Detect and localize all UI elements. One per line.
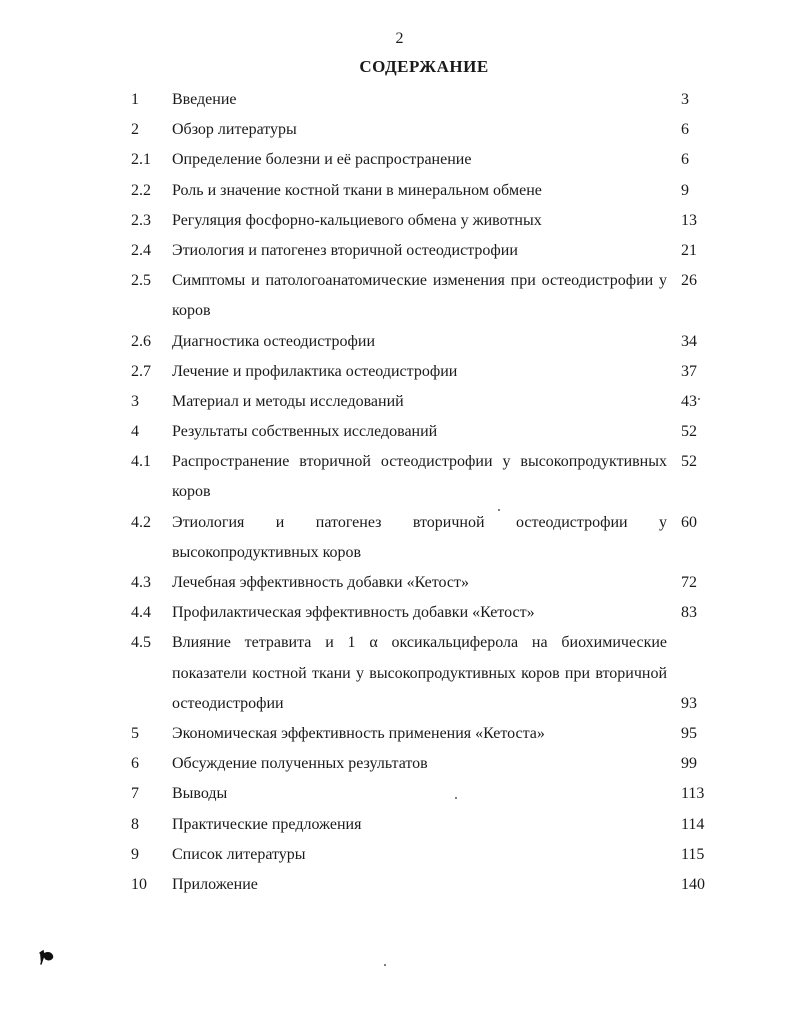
toc-entry-number: 8 — [131, 815, 139, 833]
toc-entry-page: 6 — [681, 151, 689, 169]
toc-entry-number: 9 — [131, 845, 139, 863]
toc-entry-page: 115 — [681, 845, 705, 863]
scan-speck — [498, 509, 500, 511]
toc-entry-number: 2.6 — [131, 332, 151, 350]
toc-entry-title: Экономическая эффективность применения «Кетоста» — [172, 725, 545, 743]
toc-entry-title: Обсуждение полученных результатов — [172, 755, 428, 773]
toc-entry-page: 37 — [681, 362, 697, 380]
toc-entry — [0, 568, 799, 598]
toc-entry-title: Определение болезни и её распространение — [172, 151, 472, 169]
toc-entry-page: 60 — [681, 513, 697, 531]
toc-entry-title: Приложение — [172, 875, 258, 893]
page-number: 2 — [395, 30, 404, 47]
toc-entry-number: 4.4 — [131, 604, 151, 622]
toc-entry — [0, 236, 799, 266]
scan-speck — [384, 964, 386, 966]
scan-speck — [455, 797, 457, 799]
toc-entry-number: 5 — [131, 725, 139, 743]
toc-entry-number: 7 — [131, 785, 139, 803]
toc-entry — [0, 779, 799, 809]
toc-entry — [0, 508, 799, 568]
page-title: СОДЕРЖАНИЕ — [359, 57, 489, 76]
toc-entry-page: 26 — [681, 272, 697, 290]
toc-entry — [0, 598, 799, 628]
toc-entry — [0, 206, 799, 236]
toc-entry-number: 3 — [131, 392, 139, 410]
toc-entry-title: Роль и значение костной ткани в минеральном обмене — [172, 181, 542, 199]
toc-entry — [0, 145, 799, 175]
toc-entry-title: Влияние тетравита и 1 α оксикальциферола на биохимические показатели костной ткани у высокопродуктивных коров при вторичной остеодистрофии — [172, 634, 667, 712]
toc-entry-title: Регуляция фосфорно-кальциевого обмена у животных — [172, 211, 542, 229]
toc-entry-page: 21 — [681, 241, 697, 259]
toc-entry-number: 2.2 — [131, 181, 151, 199]
toc-entry-number: 2.3 — [131, 211, 151, 229]
toc-entry — [0, 176, 799, 206]
toc-entry-title: Обзор литературы — [172, 121, 297, 139]
toc-entry — [0, 115, 799, 145]
toc-entry-title: Профилактическая эффективность добавки «Кетост» — [172, 604, 535, 622]
toc-entry-title: Лечебная эффективность добавки «Кетост» — [172, 574, 470, 592]
toc-entry-page: 13 — [681, 211, 697, 229]
toc-entry-number: 2.7 — [131, 362, 151, 380]
toc-entry-number: 4.5 — [131, 634, 151, 652]
toc-entry — [0, 357, 799, 387]
toc-entry-page: 140 — [681, 875, 705, 893]
toc-entry — [0, 870, 799, 900]
toc-entry — [0, 628, 799, 719]
toc-entry-page: 52 — [681, 453, 697, 471]
toc-entry — [0, 749, 799, 779]
toc-entry-number: 2.5 — [131, 272, 151, 290]
toc-entry — [0, 266, 799, 326]
toc-entry-page: 3 — [681, 91, 689, 108]
toc-entry-page: 99 — [681, 755, 697, 773]
toc-entry — [0, 810, 799, 840]
table-of-contents — [0, 85, 799, 900]
toc-entry-number: 4.3 — [131, 574, 151, 592]
toc-entry-title: Выводы — [172, 785, 228, 803]
toc-entry-page: 95 — [681, 725, 697, 743]
toc-entry-page: 93 — [681, 694, 697, 712]
toc-entry — [0, 417, 799, 447]
toc-entry-title: Распространение вторичной остеодистрофии у высокопродуктивных коров — [172, 453, 667, 501]
toc-entry — [0, 447, 799, 507]
toc-entry-page: 9 — [681, 181, 689, 199]
toc-entry-title: Лечение и профилактика остеодистрофии — [172, 362, 458, 380]
toc-entry-number: 2.1 — [131, 151, 151, 169]
toc-entry-title: Симптомы и патологоанатомические изменения при остеодистрофии у коров — [172, 272, 667, 320]
scan-speck — [698, 398, 700, 400]
toc-entry — [0, 719, 799, 749]
toc-entry — [0, 85, 799, 115]
toc-entry-title: Список литературы — [172, 845, 306, 863]
toc-entry-page: 43 — [681, 392, 697, 410]
toc-entry-title: Введение — [172, 91, 237, 108]
toc-entry-page: 72 — [681, 574, 697, 592]
toc-entry-number: 4.2 — [131, 513, 151, 531]
toc-entry-page: 52 — [681, 423, 697, 441]
toc-entry — [0, 387, 799, 417]
toc-entry-number: 2.4 — [131, 241, 151, 259]
toc-entry-number: 10 — [131, 875, 147, 893]
toc-entry-page: 113 — [681, 785, 705, 803]
toc-entry-number: 4.1 — [131, 453, 151, 471]
toc-entry-page: 83 — [681, 604, 697, 622]
toc-entry-number: 4 — [131, 423, 139, 441]
toc-entry-page: 6 — [681, 121, 689, 139]
toc-entry-page: 34 — [681, 332, 697, 350]
toc-entry-title: Результаты собственных исследований — [172, 423, 438, 441]
ink-mark-icon — [38, 949, 56, 965]
toc-entry-number: 6 — [131, 755, 139, 773]
toc-entry — [0, 327, 799, 357]
toc-entry-title: Материал и методы исследований — [172, 392, 404, 410]
toc-entry-number: 1 — [131, 91, 139, 108]
toc-entry-page: 114 — [681, 815, 705, 833]
toc-entry-title: Этиология и патогенез вторичной остеодистрофии у высокопродуктивных коров — [172, 513, 667, 561]
toc-entry-title: Диагностика остеодистрофии — [172, 332, 376, 350]
toc-entry-number: 2 — [131, 121, 139, 139]
toc-entry — [0, 840, 799, 870]
toc-entry-title: Практические предложения — [172, 815, 362, 833]
toc-entry-title: Этиология и патогенез вторичной остеодистрофии — [172, 241, 518, 259]
